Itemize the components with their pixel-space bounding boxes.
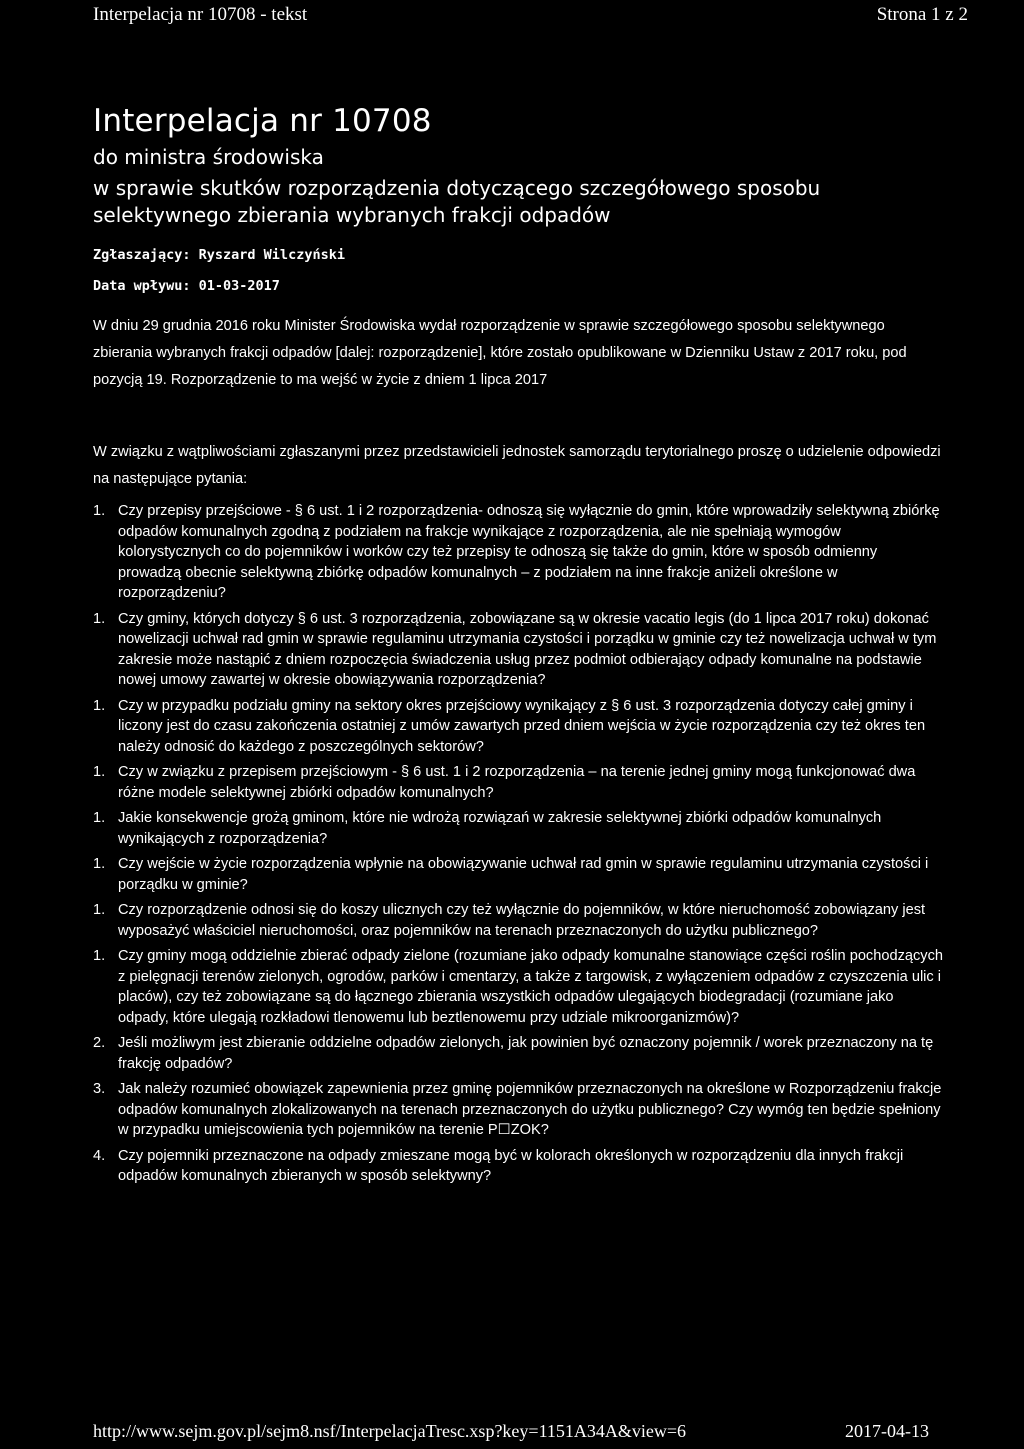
list-item-text: Czy rozporządzenie odnosi się do koszy ulicznych czy też wyłącznie do pojemników, w które nieruchomość zobowiązany jest wyposażyć właściciel nieruchomości, oraz pojemników na terenach przeznaczonych do użytku publicznego?	[118, 902, 926, 939]
list-item-number: 4.	[93, 1147, 106, 1164]
list-item	[93, 1146, 943, 1187]
questions-list	[93, 501, 943, 1187]
list-item-number: 1.	[93, 856, 106, 872]
list-item	[93, 762, 943, 803]
list-item-text: Czy wejście w życie rozporządzenia wpłynie na obowiązywanie uchwał rad gmin w sprawie regulaminu utrzymania czystości i porządku w gminie?	[118, 856, 929, 893]
print-footer	[0, 1419, 1024, 1449]
list-item	[93, 609, 943, 691]
list-item	[93, 946, 943, 1028]
list-item-number: 1.	[93, 948, 106, 964]
list-item-number: 1.	[93, 902, 106, 918]
list-item	[93, 1033, 943, 1074]
document-addressee: do ministra środowiska	[93, 145, 324, 169]
list-item-number: 1.	[93, 810, 106, 826]
submitter: Zgłaszający: Ryszard Wilczyński	[93, 247, 345, 263]
list-item-text: Jakie konsekwencje grożą gminom, które nie wdrożą rozwiązań w zakresie selektywnej zbiórki odpadów komunalnych wynikających z rozporządzenia?	[118, 810, 882, 847]
list-item	[93, 696, 943, 758]
list-item-text: Jak należy rozumieć obowiązek zapewnienia przez gminę pojemników przeznaczonych na określone w Rozporządzeniu frakcje odpadów komunalnych zlokalizowanych na terenach przeznaczonych do użytku publicznego? Czy wymóg ten będzie spełniony w przypadku umiejscowienia tych pojemników na terenie P☐ZOK?	[118, 1081, 942, 1138]
list-item-number: 3.	[93, 1081, 106, 1097]
list-item-number: 1.	[93, 610, 106, 627]
list-item	[93, 501, 943, 604]
print-header	[0, 2, 1024, 32]
print-header-title: Interpelacja nr 10708 - tekst	[93, 4, 308, 25]
request-paragraph: W związku z wątpliwościami zgłaszanymi przez przedstawicieli jednostek samorządu terytorialnego proszę o udzielenie odpowiedzi na następujące pytania:	[93, 444, 941, 487]
intro-paragraph: W dniu 29 grudnia 2016 roku Minister Środowiska wydał rozporządzenie w sprawie szczegółowego sposobu selektywnego zbierania wybranych frakcji odpadów [dalej: rozporządzenie], które zostało opublikowane w Dzienniku Ustaw z 2017 roku, pod pozycją 19. Rozporządzenie to ma wejść w życie z dniem 1 lipca 2017	[93, 318, 907, 388]
page-number: Strona 1 z 2	[876, 4, 968, 25]
list-item	[93, 854, 943, 895]
document-body	[93, 103, 943, 1192]
document-subject: w sprawie skutków rozporządzenia dotyczącego szczegółowego sposobu selektywnego zbierania wybranych frakcji odpadów	[93, 176, 821, 227]
list-item-number: 2.	[93, 1035, 106, 1051]
footer-date: 2017-04-13	[845, 1421, 929, 1441]
list-item	[93, 1079, 943, 1141]
list-item-text: Jeśli możliwym jest zbieranie oddzielne odpadów zielonych, jak powinien być oznaczony pojemnik / worek przeznaczony na tę frakcję odpadów?	[118, 1035, 934, 1072]
list-item-number: 1.	[93, 697, 106, 714]
date-received: Data wpływu: 01-03-2017	[93, 278, 280, 294]
list-item	[93, 900, 943, 941]
list-item-text: Czy w przypadku podziału gminy na sektory okres przejściowy wynikający z § 6 ust. 3 rozporządzenia dotyczy całej gminy i liczony jest do czasu zakończenia ostatniej z umów zawartych przed dniem wejścia w życie rozporządzenia czy też okres ten należy odnosić do każdego z poszczególnych sektorów?	[118, 697, 926, 755]
list-item-text: Czy gminy, których dotyczy § 6 ust. 3 rozporządzenia, zobowiązane są w okresie vacatio legis (do 1 lipca 2017 roku) dokonać nowelizacji uchwał rad gmin w sprawie regulaminu utrzymania czystości i porządku w gminie czy też nowelizacja uchwał w tym zakresie może nastąpić z dniem rozpoczęcia świadczenia usług przez podmiot odbierający odpady komunalne na podstawie nowej umowy zawartej w okresie obowiązywania rozporządzenia?	[118, 610, 937, 688]
list-item-text: Czy przepisy przejściowe - § 6 ust. 1 i 2 rozporządzenia- odnoszą się wyłącznie do gmin, które wprowadziły selektywną zbiórkę odpadów komunalnych zgodną z podziałem na frakcje wynikające z rozporządzenia, ale nie spełniają wymogów kolorystycznych co do pojemników i worków czy też przepisy te odnoszą się także do gmin, które w sposób odmienny prowadzą obecnie selektywną zbiórkę odpadów komunalnych – z podziałem na inne frakcje aniżeli określone w rozporządzeniu?	[118, 503, 940, 601]
footer-url: http://www.sejm.gov.pl/sejm8.nsf/InterpelacjaTresc.xsp?key=1151A34A&view=6	[93, 1421, 687, 1441]
list-item-text: Czy gminy mogą oddzielnie zbierać odpady zielone (rozumiane jako odpady komunalne stanowiące części roślin pochodzących z pielęgnacji terenów zielonych, ogrodów, parków i cmentarzy, a także z targowisk, z wyłączeniem odpadów z czyszczenia ulic i placów), czy też zobowiązane są do łącznego zbierania wszystkich odpadów ulegających biodegradacji (rozumiane jako odpady, które ulegają rozkładowi tlenowemu lub beztlenowemu przy udziale mikroorganizmów)?	[118, 948, 943, 1026]
list-item-number: 1.	[93, 503, 106, 519]
list-item-text: Czy pojemniki przeznaczone na odpady zmieszane mogą być w kolorach określonych w rozporządzeniu dla innych frakcji odpadów komunalnych zbieranych w sposób selektywny?	[118, 1147, 904, 1184]
list-item-text: Czy w związku z przepisem przejściowym - § 6 ust. 1 i 2 rozporządzenia – na terenie jednej gminy mogą funkcjonować dwa różne modele selektywnej zbiórki odpadów komunalnych?	[118, 764, 916, 801]
list-item-number: 1.	[93, 764, 106, 780]
list-item	[93, 808, 943, 849]
document-title: Interpelacja nr 10708	[93, 103, 432, 139]
